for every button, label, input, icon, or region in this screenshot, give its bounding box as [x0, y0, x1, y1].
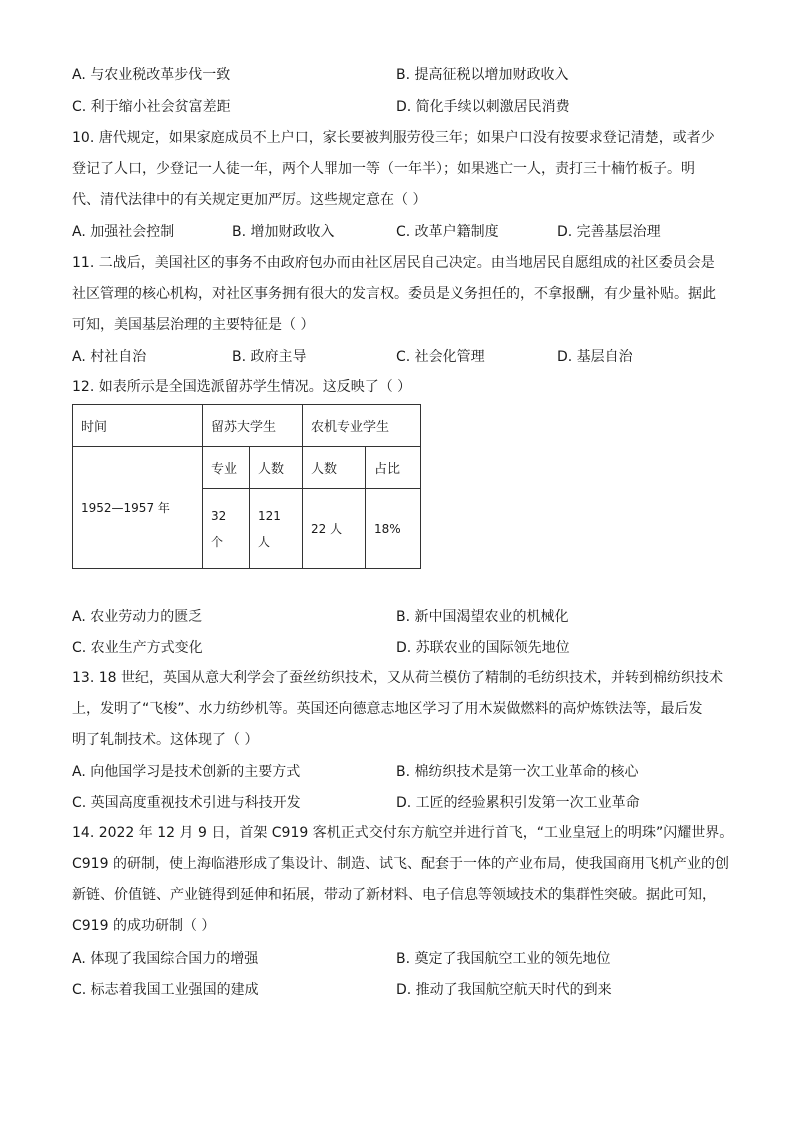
q14-option-d[interactable]: D. 推动了我国航空航天时代的到来 [396, 982, 612, 998]
q11-option-a[interactable]: A. 村社自治 [72, 349, 147, 365]
q14-stem-line: 14. 2022 年 12 月 9 日，首架 C919 客机正式交付东方航空并进行首飞，“工业皇冠上的明珠”闪耀世界。 [72, 825, 734, 841]
q11-option-c[interactable]: C. 社会化管理 [396, 349, 485, 365]
q14-stem [72, 818, 734, 942]
q10-option-a[interactable]: A. 加强社会控制 [72, 224, 175, 240]
q13-stem [72, 663, 728, 756]
q11-stem [72, 248, 728, 341]
header-soviet-students: 留苏大学生 [203, 405, 303, 447]
q10-option-d[interactable]: D. 完善基层治理 [557, 224, 661, 240]
q10-option-c[interactable]: C. 改革户籍制度 [396, 224, 499, 240]
subheader-major: 专业 [203, 447, 250, 489]
q13-options-row-2 [72, 793, 732, 813]
period-cell: 1952—1957 年 [73, 447, 203, 569]
q13-option-c[interactable]: C. 英国高度重视技术引进与科技开发 [72, 795, 301, 811]
q12-option-b[interactable]: B. 新中国渴望农业的机械化 [396, 609, 569, 625]
q13-stem-line: 明了轧制技术。这体现了（ ） [72, 732, 259, 748]
q11-option-d[interactable]: D. 基层自治 [557, 349, 633, 365]
subheader-count-2: 人数 [303, 447, 366, 489]
subheader-ratio: 占比 [366, 447, 421, 489]
q11-option-b[interactable]: B. 政府主导 [232, 349, 307, 365]
q14-stem-line: C919 的研制，使上海临港形成了集设计、制造、试飞、配套于一体的产业布局，使我国商用飞机产业的创 [72, 856, 729, 872]
q11-options-row [72, 347, 732, 367]
q13-option-b[interactable]: B. 棉纺织技术是第一次工业革命的核心 [396, 764, 639, 780]
q14-option-b[interactable]: B. 奠定了我国航空工业的领先地位 [396, 951, 611, 967]
q12-option-c[interactable]: C. 农业生产方式变化 [72, 640, 203, 656]
student-count-unit: 人 [258, 534, 271, 549]
q10-stem-line: 登记了人口，少登记一人徒一年，两个人罪加一等（一年半）；如果逃亡一人，责打三十楠竹板子。明 [72, 161, 695, 177]
q9-option-c[interactable]: C. 利于缩小社会贫富差距 [72, 99, 231, 115]
study-abroad-table [72, 404, 421, 569]
q9-option-b[interactable]: B. 提高征税以增加财政收入 [396, 67, 569, 83]
q12-option-a[interactable]: A. 农业劳动力的匮乏 [72, 609, 203, 625]
q14-stem-line: C919 的成功研制（ ） [72, 918, 216, 934]
q12-stem-line: 12. 如表所示是全国选派留苏学生情况。这反映了（ ） [72, 379, 412, 395]
q13-stem-line: 13. 18 世纪，英国从意大利学会了蚕丝纺织技术，又从荷兰模仿了精制的毛纺织技术，并转到棉纺织技术 [72, 670, 723, 686]
q11-stem-line: 可知，美国基层治理的主要特征是（ ） [72, 317, 315, 333]
q9-options-row-1 [72, 65, 732, 85]
subheader-count-1: 人数 [250, 447, 303, 489]
q10-stem [72, 123, 728, 216]
q11-stem-line: 社区管理的核心机构，对社区事务拥有很大的发言权。委员是义务担任的，不拿报酬，有少量补贴。据此 [72, 286, 716, 302]
q10-stem-line: 10. 唐代规定，如果家庭成员不上户口，家长要被判服劳役三年；如果户口没有按要求登记清楚，或者少 [72, 130, 715, 146]
agri-count-cell: 22 人 [303, 489, 366, 569]
q14-option-a[interactable]: A. 体现了我国综合国力的增强 [72, 951, 259, 967]
q9-option-d[interactable]: D. 简化手续以刺激居民消费 [396, 99, 570, 115]
q13-options-row-1 [72, 762, 732, 782]
q10-option-b[interactable]: B. 增加财政收入 [232, 224, 335, 240]
q13-stem-line: 上，发明了“飞梭”、水力纺纱机等。英国还向德意志地区学习了用木炭做燃料的高炉炼铁法等，最后发 [72, 701, 703, 717]
major-count-number: 32 [211, 508, 227, 523]
q13-option-d[interactable]: D. 工匠的经验累积引发第一次工业革命 [396, 795, 640, 811]
major-count-unit: 个 [211, 534, 224, 549]
q14-option-c[interactable]: C. 标志着我国工业强国的建成 [72, 982, 259, 998]
header-agri-students: 农机专业学生 [303, 405, 421, 447]
q12-options-row-2 [72, 638, 732, 658]
agri-ratio-cell: 18% [366, 489, 421, 569]
student-count-number: 121 [258, 508, 281, 523]
q12-options-row-1 [72, 607, 732, 627]
q14-stem-line: 新链、价值链、产业链得到延伸和拓展，带动了新材料、电子信息等领域技术的集群性突破。据此可知， [72, 887, 716, 903]
q13-option-a[interactable]: A. 向他国学习是技术创新的主要方式 [72, 764, 301, 780]
header-time: 时间 [73, 405, 203, 447]
q10-stem-line: 代、清代法律中的有关规定更加严厉。这些规定意在（ ） [72, 192, 427, 208]
student-count-cell [250, 489, 303, 569]
q12-stem [72, 372, 728, 403]
q12-option-d[interactable]: D. 苏联农业的国际领先地位 [396, 640, 570, 656]
q10-options-row [72, 222, 732, 242]
q14-options-row-2 [72, 980, 732, 1000]
q9-options-row-2 [72, 97, 732, 117]
q9-option-a[interactable]: A. 与农业税改革步伐一致 [72, 67, 231, 83]
q11-stem-line: 11. 二战后，美国社区的事务不由政府包办而由社区居民自己决定。由当地居民自愿组成的社区委员会是 [72, 255, 715, 271]
major-count-cell [203, 489, 250, 569]
q14-options-row-1 [72, 949, 732, 969]
